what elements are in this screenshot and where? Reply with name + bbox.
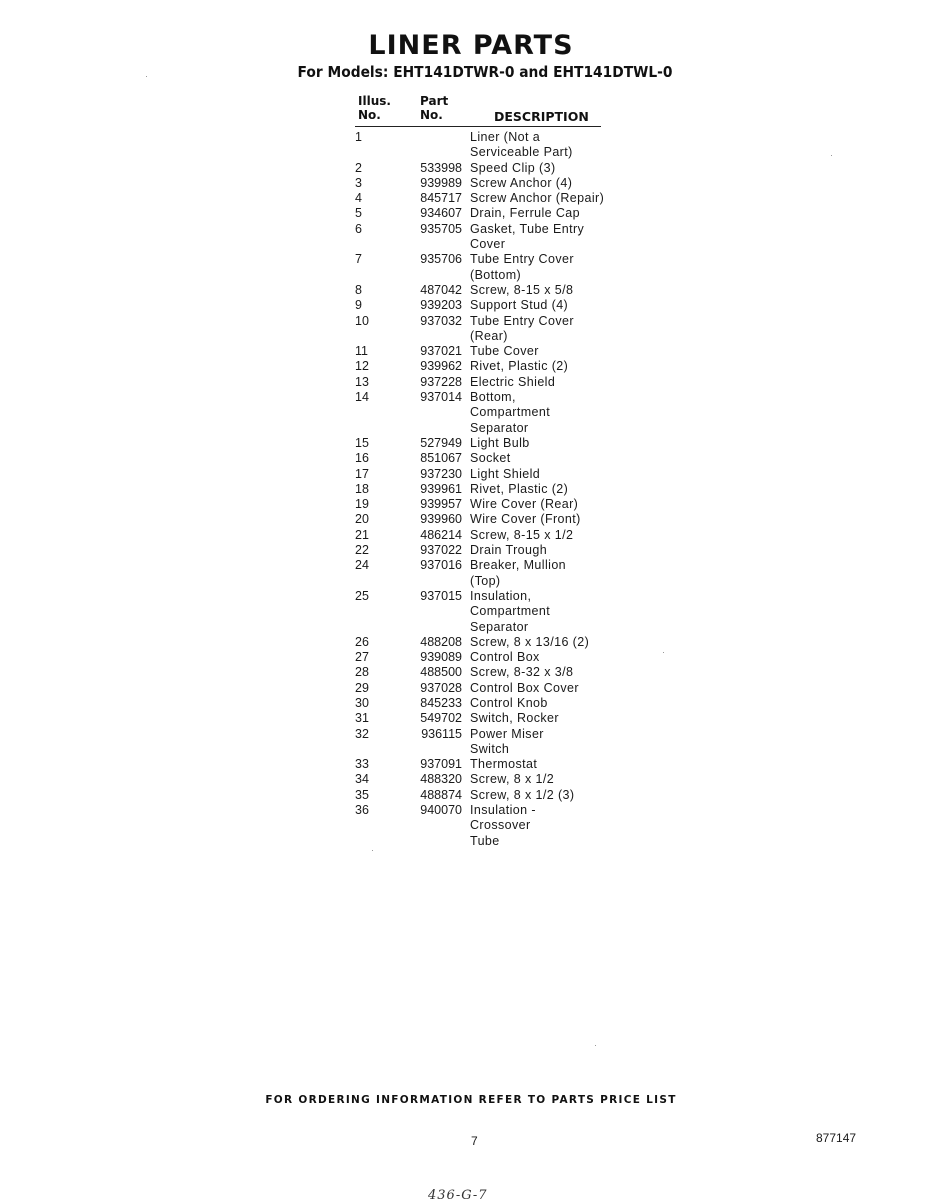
description-cell — [470, 130, 630, 161]
part-no-cell — [409, 130, 470, 161]
description-cell — [470, 711, 630, 726]
description-cell — [470, 222, 630, 253]
description-line: Drain Trough — [470, 543, 548, 558]
part-no-cell: 488874 — [420, 787, 462, 802]
illus-no-cell: 12 — [355, 359, 369, 374]
illus-no-cell: 32 — [355, 726, 369, 741]
illus-no-cell: 34 — [355, 772, 369, 787]
part-no-cell: 937032 — [420, 313, 462, 328]
description-line: Insulation, — [470, 588, 532, 603]
header-illus-no — [358, 94, 391, 122]
part-no-cell: 937228 — [420, 374, 462, 389]
part-no-cell: 937014 — [420, 390, 462, 405]
illus-no-cell: 29 — [355, 680, 369, 695]
scan-speck — [146, 76, 147, 77]
table-row — [355, 512, 630, 527]
description-cell — [470, 467, 630, 482]
description-cell — [470, 757, 630, 772]
part-no-cell: 527949 — [420, 435, 462, 450]
page-number: 7 — [471, 1134, 478, 1148]
header-part-no — [420, 94, 448, 122]
models-subtitle: For Models: EHT141DTWR-0 and EHT141DTWL-0 — [297, 63, 673, 81]
part-no-cell: 845233 — [420, 695, 462, 710]
description-line: Tube Entry Cover — [470, 313, 574, 328]
document-number: 877147 — [816, 1131, 857, 1145]
description-line: Drain, Ferrule Cap — [470, 206, 581, 221]
illus-no-cell: 6 — [355, 221, 362, 236]
illus-no-cell: 26 — [355, 634, 369, 649]
table-row — [355, 696, 630, 711]
description-line: Control Knob — [470, 695, 548, 710]
table-row — [355, 711, 630, 726]
description-cell — [470, 176, 630, 191]
table-row — [355, 206, 630, 221]
description-line: Tube — [470, 833, 500, 848]
description-cell — [470, 451, 630, 466]
header-illus-line1: Illus. — [358, 94, 391, 108]
description-line: Screw, 8 x 13/16 (2) — [470, 634, 590, 649]
description-cell — [470, 772, 630, 787]
illus-no-cell: 22 — [355, 543, 369, 558]
description-cell — [470, 512, 630, 527]
ordering-footer: FOR ORDERING INFORMATION REFER TO PARTS PRICE LIST — [265, 1094, 677, 1106]
table-row — [355, 543, 630, 558]
table-row — [355, 482, 630, 497]
description-cell — [470, 528, 630, 543]
table-row — [355, 344, 630, 359]
illus-no-cell: 8 — [355, 282, 362, 297]
table-row — [355, 650, 630, 665]
table-row — [355, 314, 630, 345]
part-no-cell: 845717 — [420, 191, 462, 206]
table-row — [355, 436, 630, 451]
table-row — [355, 665, 630, 680]
description-line: Tube Cover — [470, 344, 539, 359]
description-cell — [470, 390, 630, 436]
description-cell — [470, 482, 630, 497]
illus-no-cell: 16 — [355, 451, 369, 466]
illus-no-cell: 11 — [355, 344, 368, 359]
illus-no-cell: 18 — [355, 481, 369, 496]
description-line: Cover — [470, 237, 506, 252]
description-line: Screw, 8-32 x 3/8 — [470, 665, 574, 680]
description-line: Light Shield — [470, 466, 541, 481]
header-description: DESCRIPTION — [494, 109, 589, 124]
description-line: Screw, 8-15 x 1/2 — [470, 527, 574, 542]
illus-no-cell: 5 — [355, 206, 362, 221]
part-no-cell: 934607 — [420, 206, 462, 221]
part-no-cell: 937028 — [420, 680, 462, 695]
illus-no-cell: 2 — [355, 160, 362, 175]
description-line: Insulation - — [470, 803, 536, 818]
illus-no-cell: 31 — [355, 711, 369, 726]
description-line: Breaker, Mullion — [470, 558, 567, 573]
part-no-cell: 939962 — [420, 359, 462, 374]
description-line: Crossover — [470, 818, 531, 833]
part-no-cell: 487042 — [420, 282, 462, 297]
header-illus-line2: No. — [358, 108, 381, 122]
illus-no-cell: 3 — [355, 175, 362, 190]
part-no-cell: 935705 — [420, 221, 462, 236]
header-divider — [355, 126, 601, 127]
description-line: Screw Anchor (4) — [470, 175, 573, 190]
table-row — [355, 283, 630, 298]
description-line: Screw, 8 x 1/2 (3) — [470, 787, 575, 802]
description-cell — [470, 161, 630, 176]
description-line: Wire Cover (Rear) — [470, 497, 579, 512]
illus-no-cell: 10 — [355, 313, 369, 328]
part-no-cell: 851067 — [420, 451, 462, 466]
table-row — [355, 803, 630, 849]
part-no-cell: 937015 — [420, 588, 462, 603]
description-line: Tube Entry Cover — [470, 252, 574, 267]
part-no-cell: 939961 — [420, 481, 462, 496]
description-cell — [470, 359, 630, 374]
header-part-line1: Part — [420, 94, 449, 108]
table-row — [355, 191, 630, 206]
illus-no-cell: 1 — [355, 130, 362, 144]
part-no-cell: 939957 — [420, 497, 462, 512]
illus-no-cell: 7 — [355, 252, 362, 267]
parts-table — [355, 130, 630, 849]
illus-no-cell: 19 — [355, 497, 369, 512]
header-part-line2: No. — [420, 108, 443, 122]
description-cell — [470, 375, 630, 390]
illus-no-cell: 27 — [355, 650, 369, 665]
description-line: Speed Clip (3) — [470, 160, 556, 175]
table-row — [355, 359, 630, 374]
description-cell — [470, 497, 630, 512]
description-line: Socket — [470, 451, 511, 466]
table-row — [355, 788, 630, 803]
table-row — [355, 130, 630, 161]
description-cell — [470, 727, 630, 758]
description-line: Rivet, Plastic (2) — [470, 481, 569, 496]
illus-no-cell: 36 — [355, 803, 369, 818]
table-row — [355, 222, 630, 253]
part-no-cell: 549702 — [420, 711, 462, 726]
table-row — [355, 176, 630, 191]
part-no-cell: 486214 — [420, 527, 462, 542]
description-cell — [470, 589, 630, 635]
description-cell — [470, 681, 630, 696]
illus-no-cell: 25 — [355, 588, 369, 603]
table-row — [355, 375, 630, 390]
description-line: Control Box — [470, 650, 540, 665]
description-line: Wire Cover (Front) — [470, 512, 581, 527]
description-line: Bottom, — [470, 390, 516, 405]
part-no-cell: 937021 — [420, 344, 462, 359]
description-line: Thermostat — [470, 757, 538, 772]
illus-no-cell: 28 — [355, 665, 369, 680]
illus-no-cell: 33 — [355, 757, 369, 772]
description-cell — [470, 650, 630, 665]
description-line: Power Miser — [470, 726, 544, 741]
description-cell — [470, 283, 630, 298]
illus-no-cell: 15 — [355, 435, 369, 450]
description-line: (Bottom) — [470, 267, 522, 282]
part-no-cell: 533998 — [420, 160, 462, 175]
part-no-cell: 937016 — [420, 558, 462, 573]
part-no-cell: 488320 — [420, 772, 462, 787]
scan-speck — [663, 652, 664, 653]
description-line: Electric Shield — [470, 374, 556, 389]
description-line: Switch — [470, 741, 510, 756]
table-row — [355, 467, 630, 482]
description-line: Light Bulb — [470, 435, 530, 450]
table-row — [355, 528, 630, 543]
part-no-cell: 939960 — [420, 512, 462, 527]
table-row — [355, 681, 630, 696]
table-row — [355, 252, 630, 283]
part-no-cell: 488208 — [420, 634, 462, 649]
description-cell — [470, 191, 630, 206]
description-cell — [470, 252, 630, 283]
part-no-cell: 937091 — [420, 757, 462, 772]
description-cell — [470, 436, 630, 451]
illus-no-cell: 13 — [355, 374, 369, 389]
table-row — [355, 635, 630, 650]
table-row — [355, 589, 630, 635]
description-cell — [470, 803, 630, 849]
scan-speck — [372, 850, 373, 851]
description-cell — [470, 314, 630, 345]
part-no-cell: 937022 — [420, 543, 462, 558]
description-line: Separator — [470, 619, 529, 634]
table-row — [355, 727, 630, 758]
description-cell — [470, 665, 630, 680]
description-line: Liner (Not a — [470, 130, 541, 144]
part-no-cell: 488500 — [420, 665, 462, 680]
description-cell — [470, 696, 630, 711]
description-line: Separator — [470, 420, 529, 435]
table-row — [355, 558, 630, 589]
description-cell — [470, 543, 630, 558]
illus-no-cell: 4 — [355, 191, 362, 206]
illus-no-cell: 9 — [355, 298, 362, 313]
description-line: Switch, Rocker — [470, 711, 559, 726]
illus-no-cell: 30 — [355, 695, 369, 710]
part-no-cell: 935706 — [420, 252, 462, 267]
description-cell — [470, 558, 630, 589]
table-row — [355, 757, 630, 772]
description-line: Screw Anchor (Repair) — [470, 191, 605, 206]
part-no-cell: 939989 — [420, 175, 462, 190]
part-no-cell: 939203 — [420, 298, 462, 313]
description-cell — [470, 344, 630, 359]
part-no-cell: 937230 — [420, 466, 462, 481]
scan-speck — [595, 1045, 596, 1046]
table-row — [355, 772, 630, 787]
description-line: (Rear) — [470, 328, 508, 343]
description-cell — [470, 206, 630, 221]
description-line: Gasket, Tube Entry — [470, 221, 585, 236]
description-line: Control Box Cover — [470, 680, 579, 695]
table-row — [355, 298, 630, 313]
illus-no-cell: 20 — [355, 512, 369, 527]
description-line: (Top) — [470, 573, 501, 588]
description-line: Serviceable Part) — [470, 145, 573, 160]
table-row — [355, 390, 630, 436]
description-line: Screw, 8-15 x 5/8 — [470, 282, 574, 297]
table-row — [355, 497, 630, 512]
table-row — [355, 161, 630, 176]
description-line: Compartment — [470, 405, 551, 420]
part-no-cell: 940070 — [420, 803, 462, 818]
description-line: Compartment — [470, 604, 551, 619]
illus-no-cell: 21 — [355, 527, 369, 542]
part-no-cell: 939089 — [420, 650, 462, 665]
illus-no-cell: 35 — [355, 787, 369, 802]
illus-no-cell: 14 — [355, 390, 369, 405]
description-cell — [470, 788, 630, 803]
scan-speck — [831, 155, 832, 156]
illus-no-cell: 24 — [355, 558, 369, 573]
description-line: Screw, 8 x 1/2 — [470, 772, 555, 787]
description-cell — [470, 635, 630, 650]
part-no-cell: 936115 — [421, 726, 462, 741]
description-line: Rivet, Plastic (2) — [470, 359, 569, 374]
description-cell — [470, 298, 630, 313]
illus-no-cell: 17 — [355, 466, 369, 481]
page-title: LINER PARTS — [368, 30, 574, 61]
description-line: Support Stud (4) — [470, 298, 569, 313]
handwritten-note: 436-G-7 — [428, 1188, 488, 1203]
table-row — [355, 451, 630, 466]
